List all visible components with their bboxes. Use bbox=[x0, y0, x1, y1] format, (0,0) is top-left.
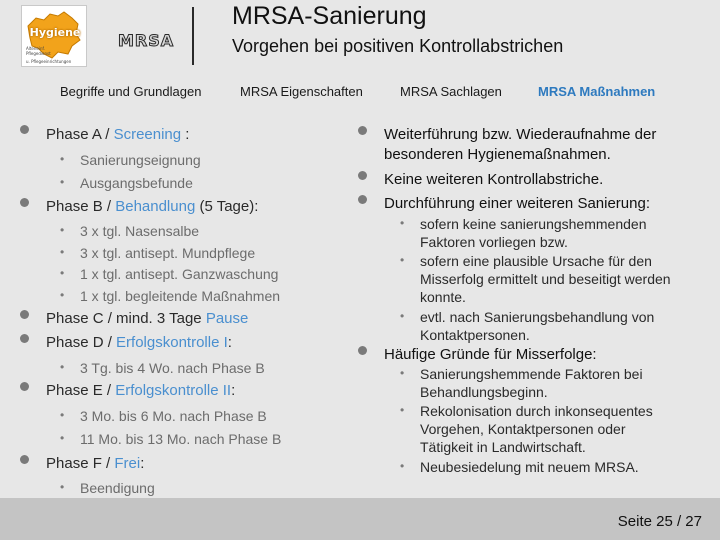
list-item: 3 Tg. bis 4 Wo. nach Phase B bbox=[80, 360, 265, 376]
list-item: Rekolonisation durch inkonsequentes bbox=[420, 403, 653, 419]
logo-text-2: Pflegedienst bbox=[26, 51, 51, 56]
phase-d-prefix: Phase D / bbox=[46, 334, 117, 351]
nav-item-massnahmen[interactable]: MRSA Maßnahmen bbox=[538, 84, 656, 99]
list-item: Sanierungseignung bbox=[80, 152, 201, 168]
right-point-2: Keine weiteren Kontrollabstriche. bbox=[384, 171, 604, 188]
phase-b-heading bbox=[46, 198, 258, 215]
phase-f-prefix: Phase F / bbox=[46, 455, 115, 472]
nav-item-eigenschaften[interactable]: MRSA Eigenschaften bbox=[240, 84, 363, 99]
hygiene-logo bbox=[21, 5, 87, 67]
bullet-icon bbox=[20, 455, 29, 464]
phase-e-prefix: Phase E / bbox=[46, 382, 116, 399]
right-point-1-line-2: besonderen Hygienemaßnahmen. bbox=[384, 146, 611, 163]
page-number: Seite 25 / 27 bbox=[617, 513, 702, 530]
sub-bullet-icon: • bbox=[60, 175, 65, 189]
list-item: Beendigung bbox=[80, 480, 155, 496]
sub-bullet-icon: • bbox=[400, 366, 405, 380]
sub-bullet-icon: • bbox=[60, 223, 65, 237]
bullet-icon bbox=[20, 334, 29, 343]
list-item: Vorgehen, Kontaktpersonen oder bbox=[420, 421, 626, 437]
list-item: Ausgangsbefunde bbox=[80, 175, 193, 191]
phase-b-suffix: (5 Tage): bbox=[195, 198, 259, 215]
phase-a-prefix: Phase A / bbox=[46, 126, 114, 143]
sub-bullet-icon: • bbox=[60, 266, 65, 280]
logo-word: Hygiene bbox=[29, 26, 81, 39]
nav-item-sachlagen[interactable]: MRSA Sachlagen bbox=[400, 84, 502, 99]
phase-a-suffix: : bbox=[181, 126, 190, 143]
phase-f-suffix: : bbox=[140, 455, 145, 472]
bullet-icon bbox=[20, 198, 29, 207]
list-item: sofern keine sanierungshemmenden bbox=[420, 216, 647, 232]
list-item: evtl. nach Sanierungsbehandlung von bbox=[420, 309, 655, 325]
nav-item-begriffe[interactable]: Begriffe und Grundlagen bbox=[60, 84, 202, 99]
list-item: 1 x tgl. antisept. Ganzwaschung bbox=[80, 266, 279, 282]
sub-bullet-icon: • bbox=[400, 459, 405, 473]
phase-d-heading bbox=[46, 334, 232, 351]
bullet-icon bbox=[358, 195, 367, 204]
sub-bullet-icon: • bbox=[400, 403, 405, 417]
phase-c-heading bbox=[46, 310, 248, 327]
list-item: Behandlungsbeginn. bbox=[420, 384, 548, 400]
list-item: Misserfolg ermittelt und beseitigt werden bbox=[420, 271, 671, 287]
sub-bullet-icon: • bbox=[60, 152, 65, 166]
phase-f-link[interactable]: Frei bbox=[114, 455, 141, 472]
list-item: Sanierungshemmende Faktoren bei bbox=[420, 366, 643, 382]
phase-a-link[interactable]: Screening bbox=[113, 126, 182, 143]
mrsa-wordmark: MRSA bbox=[118, 31, 175, 50]
bullet-icon bbox=[20, 125, 29, 134]
phase-d-link[interactable]: Erfolgskontrolle I bbox=[116, 334, 228, 351]
bullet-icon bbox=[358, 171, 367, 180]
page-title: MRSA-Sanierung bbox=[232, 2, 427, 30]
bullet-icon bbox=[20, 310, 29, 319]
list-item: 3 Mo. bis 6 Mo. nach Phase B bbox=[80, 408, 267, 424]
list-item: Neubesiedelung mit neuem MRSA. bbox=[420, 459, 639, 475]
sub-bullet-icon: • bbox=[60, 480, 65, 494]
phase-e-link[interactable]: Erfolgskontrolle II bbox=[115, 382, 232, 399]
phase-f-heading bbox=[46, 455, 144, 472]
bullet-icon bbox=[20, 382, 29, 391]
bullet-icon bbox=[358, 126, 367, 135]
sub-bullet-icon: • bbox=[60, 360, 65, 374]
phase-d-suffix: : bbox=[227, 334, 232, 351]
list-item: 11 Mo. bis 13 Mo. nach Phase B bbox=[80, 431, 282, 447]
sub-bullet-icon: • bbox=[60, 288, 65, 302]
phase-b-link[interactable]: Behandlung bbox=[115, 198, 196, 215]
bullet-icon bbox=[358, 346, 367, 355]
right-point-3: Durchführung einer weiteren Sanierung: bbox=[384, 195, 650, 212]
phase-e-suffix: : bbox=[231, 382, 236, 399]
logo-text-1: Alteneinf. bbox=[26, 46, 45, 51]
sub-bullet-icon: • bbox=[400, 216, 405, 230]
footer-bar bbox=[0, 498, 720, 540]
logo-text-3: u. Pflegeeinrichtungen bbox=[26, 59, 72, 64]
sub-bullet-icon: • bbox=[60, 245, 65, 259]
right-point-4: Häufige Gründe für Misserfolge: bbox=[384, 346, 597, 363]
phase-c-link[interactable]: Pause bbox=[205, 310, 249, 327]
list-item: 1 x tgl. begleitende Maßnahmen bbox=[80, 288, 281, 304]
list-item: sofern eine plausible Ursache für den bbox=[420, 253, 652, 269]
phase-c-prefix: Phase C / mind. 3 Tage bbox=[46, 310, 206, 327]
phase-e-heading bbox=[46, 382, 235, 399]
page-subtitle: Vorgehen bei positiven Kontrollabstrichen bbox=[232, 36, 564, 56]
right-point-1-line-1: Weiterführung bzw. Wiederaufnahme der bbox=[384, 126, 657, 143]
sub-bullet-icon: • bbox=[60, 408, 65, 422]
sub-bullet-icon: • bbox=[400, 253, 405, 267]
sub-bullet-icon: • bbox=[400, 309, 405, 323]
header-divider bbox=[192, 7, 194, 65]
list-item: Faktoren vorliegen bzw. bbox=[420, 234, 568, 250]
phase-b-prefix: Phase B / bbox=[46, 198, 116, 215]
list-item: 3 x tgl. antisept. Mundpflege bbox=[80, 245, 256, 261]
list-item: Tätigkeit in Landwirtschaft. bbox=[420, 439, 586, 455]
list-item: Kontaktpersonen. bbox=[420, 327, 530, 343]
list-item: konnte. bbox=[420, 289, 466, 305]
sub-bullet-icon: • bbox=[60, 431, 65, 445]
phase-a-heading bbox=[46, 126, 189, 143]
list-item: 3 x tgl. Nasensalbe bbox=[80, 223, 200, 239]
